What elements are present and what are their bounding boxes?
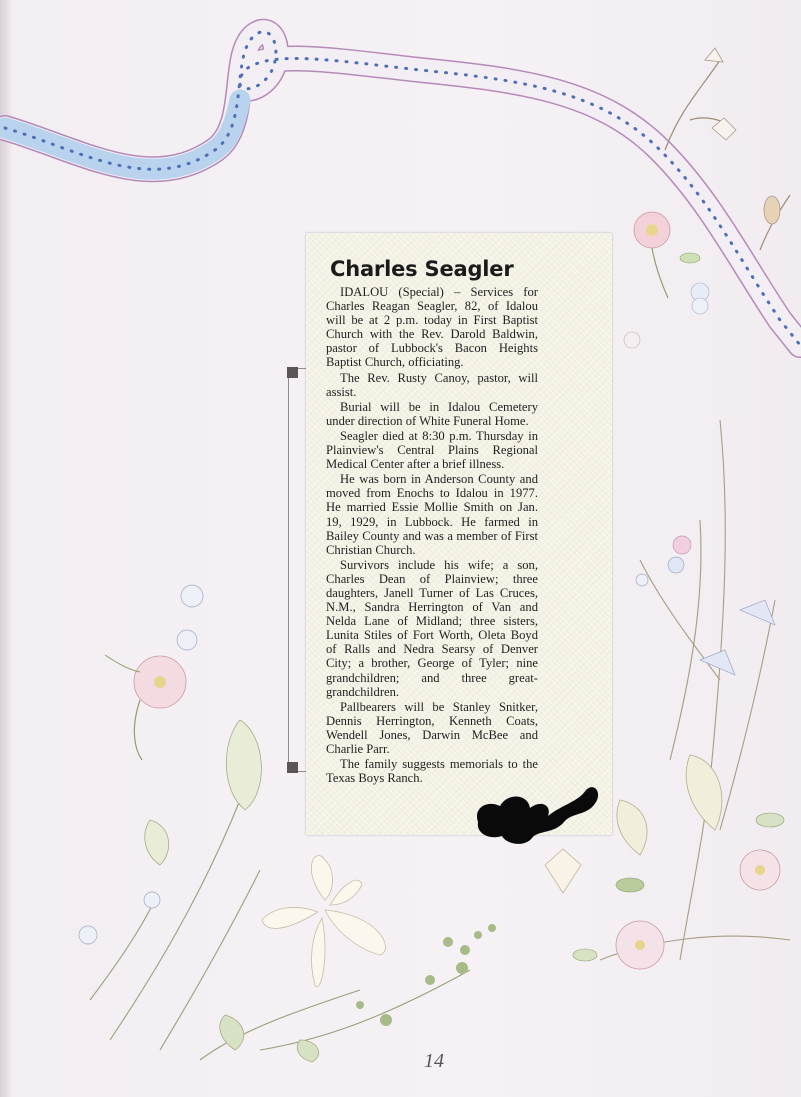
obituary-paragraph: IDALOU (Special) – Services for Charles Reagan Seagler, 82, of Idalou will be at 2 p.m. today in First Baptist Church with the Rev. Darold Baldwin, pastor of Lubbock's Bacon Heights Baptist Church, officiating. [326, 285, 538, 370]
obituary-paragraph: The family suggests memorials to the Texas Boys Ranch. [326, 757, 538, 786]
ink-blot [468, 782, 608, 852]
obituary-paragraph: Pallbearers will be Stanley Snitker, Dennis Herrington, Kenneth Coats, Wendell Jones, Darwin McBee and Charlie Parr. [326, 699, 538, 756]
left-flowers [105, 585, 203, 760]
obituary-headline: Charles Seagler [330, 257, 514, 281]
obituary-body [326, 285, 538, 786]
obituary-paragraph: Seagler died at 8:30 p.m. Thursday in Plainview's Central Plains Regional Medical Center after a brief illness. [326, 428, 538, 472]
lily [262, 856, 385, 987]
obituary-paragraph: He was born in Anderson County and moved from Enochs to Idalou in 1977. He married Essie Mollie Smith on Jan. 19, 1929, in Lubbock. He farmed in Bailey County and was a member of First Christian Church. [326, 472, 538, 557]
frame-corner-top-left [287, 367, 298, 378]
obituary-paragraph: Survivors include his wife; a son, Charles Dean of Plainview; three daughters, Janell Turner of Las Cruces, N.M., Sandra Herrington of Van and Nelda Lane of Midland; three sisters, Lunita Stiles of Fort Worth, Oleta Boyd of Ralls and Nedra Searsy of Denver City; a brother, George of Tyler; nine grandchildren; and three great-grandchildren. [326, 557, 538, 699]
obituary-paragraph: The Rev. Rusty Canoy, pastor, will assist. [326, 370, 538, 399]
page-number: 14 [424, 1050, 444, 1072]
frame-corner-bottom-left [287, 762, 298, 773]
pink-flower-top [624, 212, 709, 348]
obituary-paragraph: Burial will be in Idalou Cemetery under direction of White Funeral Home. [326, 399, 538, 428]
ribbon-blue-section [5, 100, 240, 169]
newspaper-clipping [306, 233, 612, 835]
